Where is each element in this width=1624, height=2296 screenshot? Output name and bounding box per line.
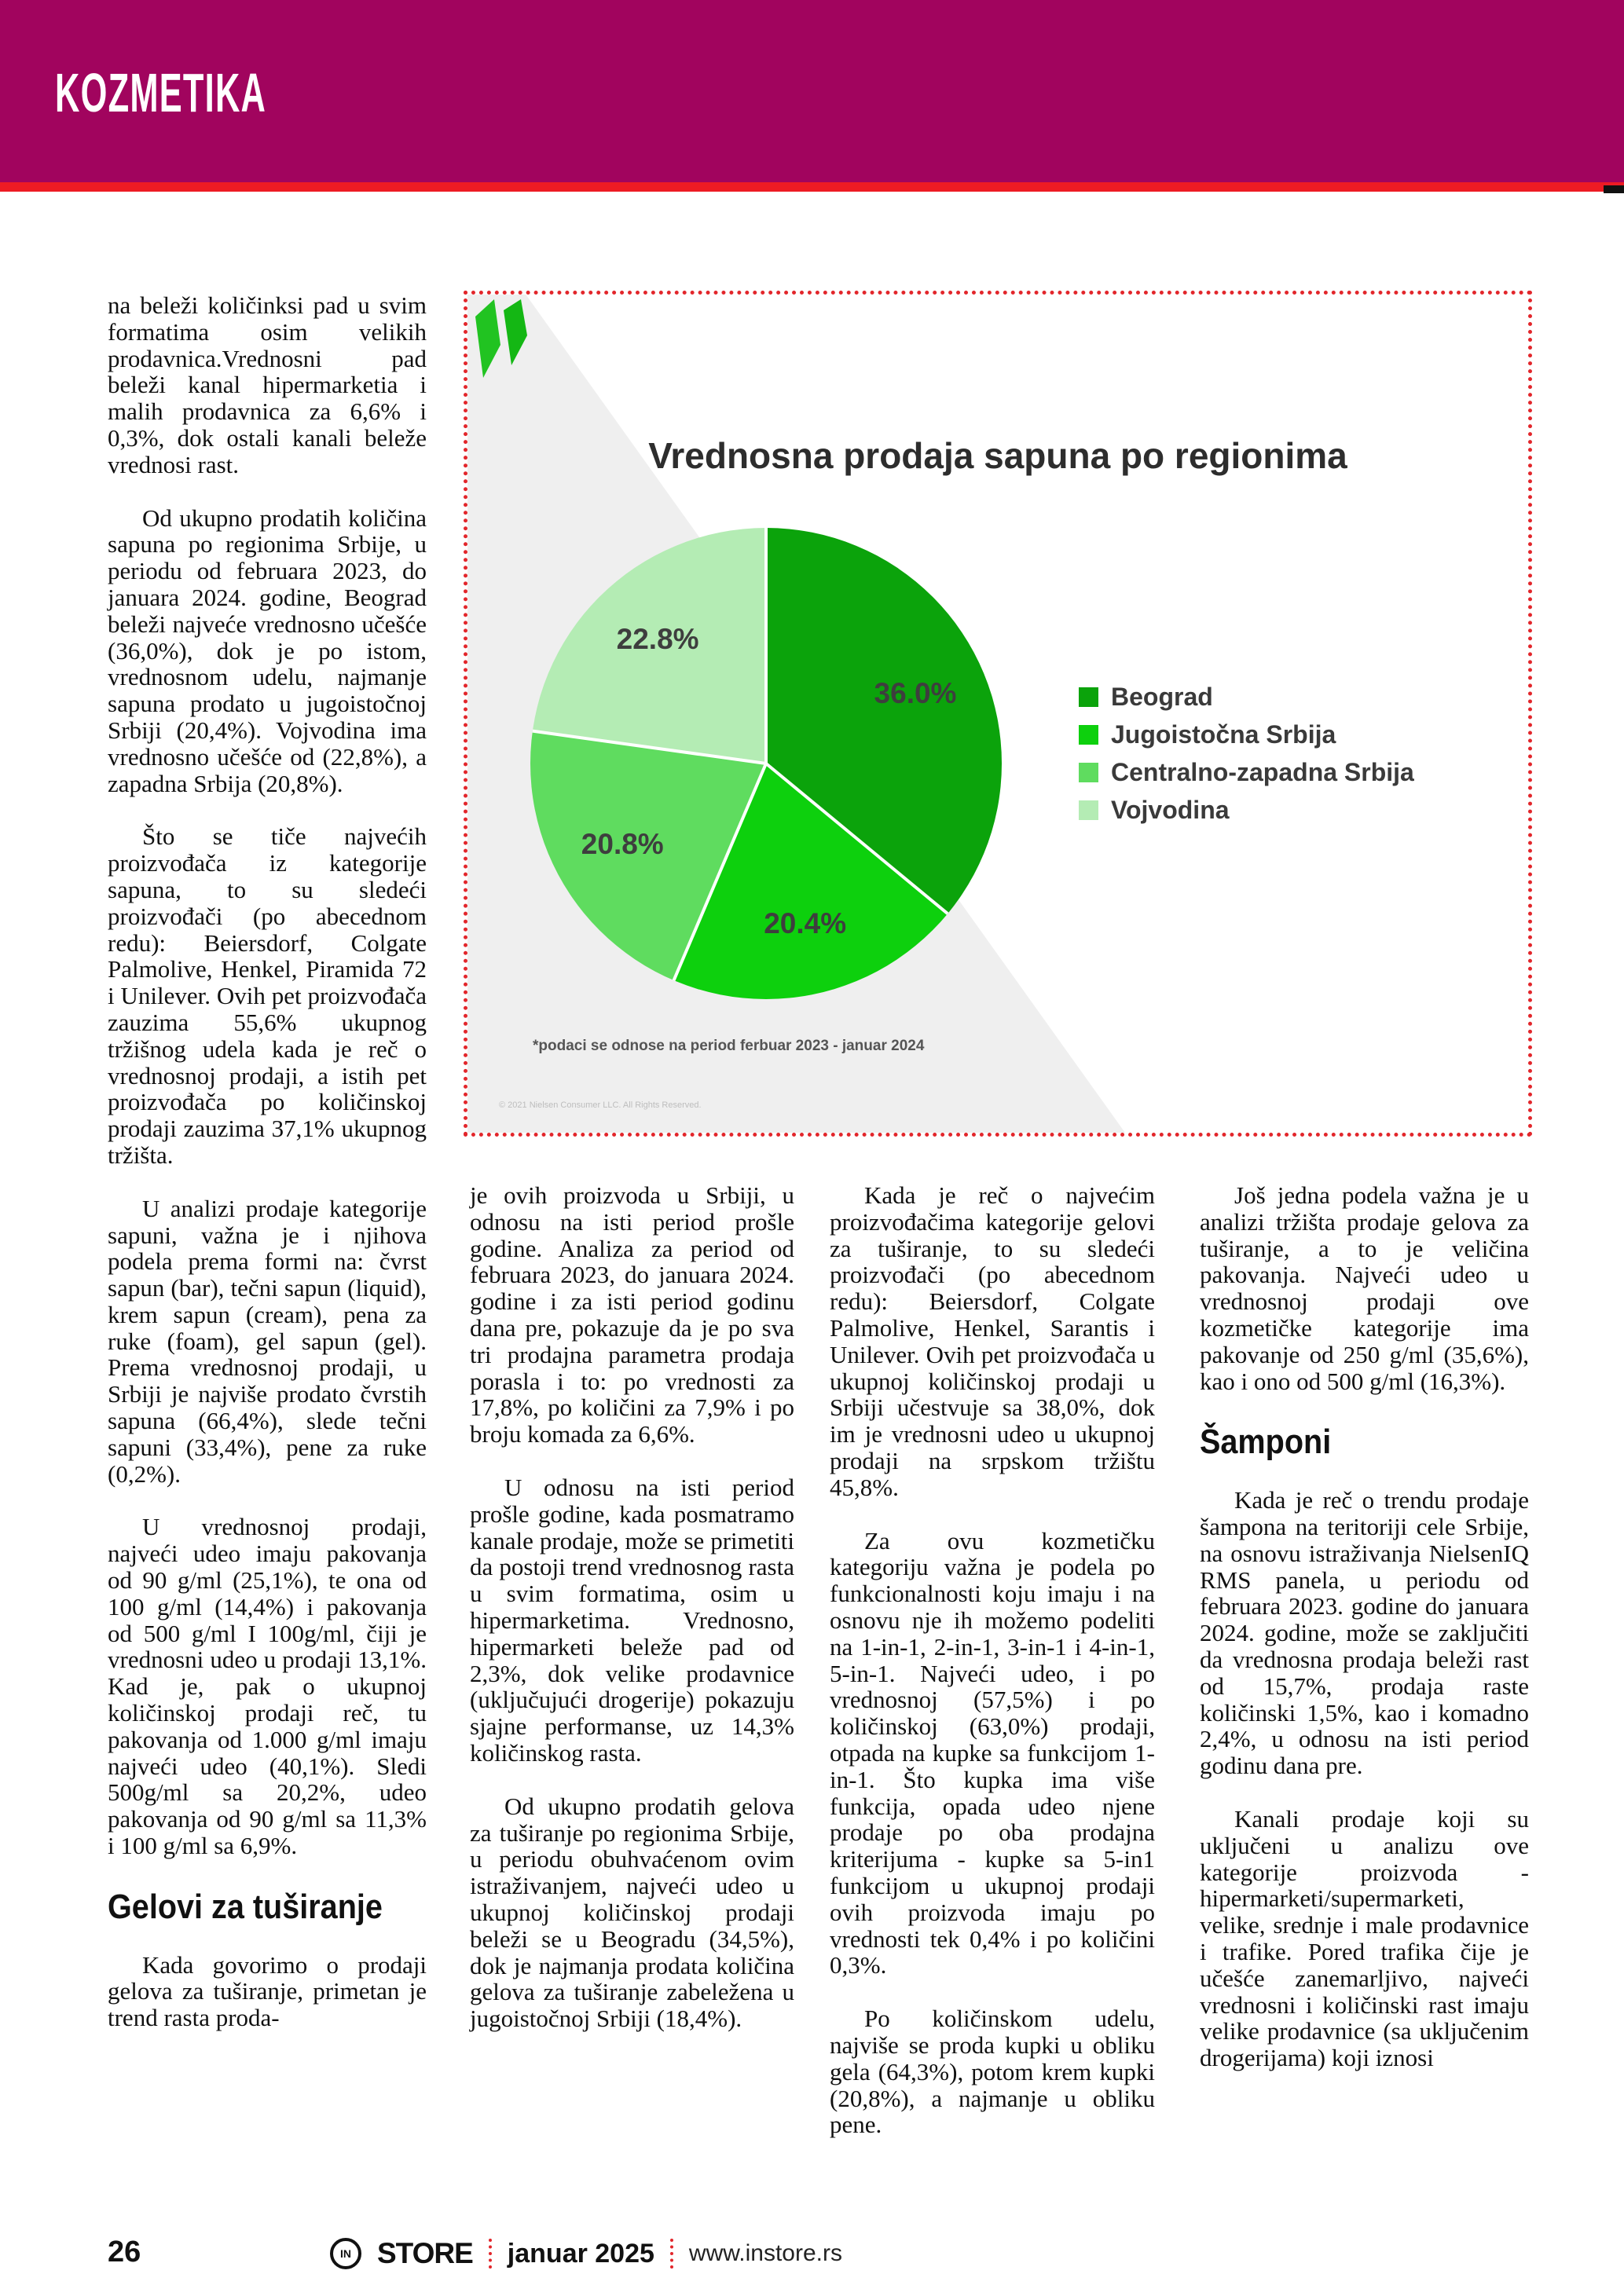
legend-item xyxy=(1079,716,1414,753)
paragraph: Kanali prodaje koji su uključeni u analizu ove kategorije proizvoda - hipermarketi/supermarketi, velike, srednje i male prodavnice i trafike. Pored trafika čije je učešće zanemarljivo, najveći vrednosni i količinski rast imaju velike prodavnice (sa uključenim drogerijama) koji iznosi xyxy=(1200,1804,1529,2072)
text-column-1 xyxy=(108,292,427,2058)
paragraph: Od ukupno prodatih količina sapuna po regionima Srbije, u periodu od februara 2023, do januara 2024. godine, Beograd beleži najveće vrednosno učešće (36,0%), dok je po istom, vrednosnom udelu, najmanje sapuna prodato u jugoistočnoj Srbiji (20,4%). Vojvodina ima vrednosno učešće od (22,8%), a zapadna Srbija (20,8%). xyxy=(108,504,427,797)
pie-slice-label: 20.4% xyxy=(764,907,847,940)
page-footer xyxy=(0,2232,1624,2275)
footer-brand-row xyxy=(330,2232,842,2275)
paragraph: Kada govorimo o prodaji gelova za tuširanje, primetan je trend rasta proda- xyxy=(108,1950,427,2032)
legend-label: Centralno-zapadna Srbija xyxy=(1111,757,1414,786)
stripe-end-tick xyxy=(1604,185,1624,193)
instore-logo-icon: IN xyxy=(330,2238,361,2269)
section-header-band xyxy=(0,0,1624,182)
page-number: 26 xyxy=(108,2236,141,2269)
paragraph: U vrednosnoj prodaji, najveći udeo imaju pakovanja od 90 g/ml (25,1%), te ona od 100 g/ml (14,4%) i pakovanja od 500 g/ml I 100g/ml, čiji je vrednosni udeo u prodaji 13,1%. Kad je, pak o ukupnoj količinskoj prodaji reč, tu pakovanja od 1.000 g/ml imaju najveći udeo (40,1%). Sledi 500g/ml sa 20,2%, udeo pakovanja od 90 g/ml sa 11,3% i 100 g/ml sa 6,9%. xyxy=(108,1513,427,1860)
legend-label: Jugoistočna Srbija xyxy=(1111,720,1336,749)
pie-divider xyxy=(765,762,949,914)
paragraph: Kada je reč o trendu prodaje šampona na teritoriji cele Srbije, na osnovu istraživanja NielsenIQ RMS panela, u periodu od februara 2023. godine do januara 2024. godine, može se zaključiti da vrednosna prodaja beleži rast od 15,7%, prodaja raste količinski 1,5%, kao i komadno 2,4%, u odnosu na isti period godinu dana pre. xyxy=(1200,1486,1529,1780)
pie-slice-label: 20.8% xyxy=(581,828,664,861)
legend-swatch-beograd xyxy=(1079,687,1098,707)
text-column-2 xyxy=(470,1182,794,2059)
subheading-samponi: Šamponi xyxy=(1200,1423,1332,1462)
pie-divider xyxy=(673,763,768,981)
text-column-4 xyxy=(1200,1182,1529,2098)
paragraph: Za ovu kozmetičku kategoriju važna je podela po funkcionalnosti koju imaju i na osnovu nje ih možemo podeliti na 1-in-1, 2-in-1, 3-in-1 i 4-in-1, 5-in-1. Najveći udeo, i po vrednosnoj (57,5%) i po količinskoj (63,0%) prodaji, otpada na kupke sa funkcijom 1-in-1. Što kupka ima više funkcija, opada udeo njene prodaje po oba prodajna kriterijuma - kupke sa 5-in1 funkcijom u ukupnoj prodaji ovih proizvoda imaju po vrednosti tek 0,4% i po količini 0,3%. xyxy=(830,1526,1155,1979)
store-wordmark: STORE xyxy=(377,2237,473,2269)
section-title: KOZMETIKA xyxy=(55,62,267,123)
paragraph: Još jedna podela važna je u analizi tržišta prodaje gelova za tuširanje, a to je veličina pakovanja. Najveći udeo u vrednosnoj prodaji ove kozmetičke kategorije ima pakovanje od 250 g/ml (35,6%), kao i ono od 500 g/ml (16,3%). xyxy=(1200,1181,1529,1395)
pie-divider xyxy=(533,730,767,765)
chart-panel xyxy=(464,291,1532,1137)
pie-slice-label: 22.8% xyxy=(616,622,699,655)
text-column-3 xyxy=(830,1182,1155,2165)
paragraph: na beleži količinksi pad u svim formatima osim velikih prodavnica.Vrednosni pad beleži kanal hipermarketia i malih prodavnica za 6,6% i 0,3%, dok ostali kanali beleže vrednosi rast. xyxy=(108,291,427,478)
chart-title: Vrednosna prodaja sapuna po regionima xyxy=(648,435,1347,476)
pie-divider xyxy=(764,528,768,764)
legend-swatch-centralno xyxy=(1079,763,1098,782)
nielseniq-logo-icon xyxy=(474,299,540,381)
paragraph: Po količinskom udelu, najviše se proda kupki u obliku gela (64,3%), potom krem kupki (20,8%), a najmanje u obliku pene. xyxy=(830,2005,1155,2139)
paragraph: je ovih proizvoda u Srbiji, u odnosu na isti period prošle godine. Analiza za period od februara 2023, do januara 2024. godine i za isti period godinu dana pre, pokazuje da je po sva tri prodajna parametra prodaja porasla i to: po vrednosti za 17,8%, po količini za 7,9% i po broju komada za 6,6%. xyxy=(470,1181,794,1448)
chart-footnote: *podaci se odnose na period ferbuar 2023 - januar 2024 xyxy=(533,1038,925,1054)
paragraph: U odnosu na isti period prošle godine, kada posmatramo kanale prodaje, može se primetiti da postoji trend vrednosnog rasta u svim formatima, osim u hipermarketima. Vrednosno, hipermarketi beleže pad od 2,3%, dok velike prodavnice (uključujući drogerije) pokazuju sjajne performanse, uz 14,3% količinskog rasta. xyxy=(470,1473,794,1767)
subheading-gelovi: Gelovi za tuširanje xyxy=(108,1887,383,1926)
issue-date: januar 2025 xyxy=(507,2238,654,2269)
legend-swatch-jugoistocna xyxy=(1079,725,1098,745)
paragraph: Kada je reč o najvećim proizvođačima kategorije gelovi za tuširanje, to su sledeći proizvođači (po abecednom redu): Beiersdorf, Colgate Palmolive, Henkel, Sarantis i Unilever. Ovih pet proizvođača u ukupnoj količinskoj prodaji u Srbiji učestvuje sa 38,0%, dok im je vrednosni udeo u ukupnoj prodaji na srpskom tržištu 45,8%. xyxy=(830,1181,1155,1501)
legend-label: Beograd xyxy=(1111,682,1213,711)
red-accent-stripe xyxy=(0,182,1624,192)
legend-item xyxy=(1079,791,1414,829)
website-url: www.instore.rs xyxy=(688,2240,842,2266)
paragraph: Od ukupno prodatih gelova za tuširanje po regionima Srbije, u periodu obuhvaćenom ovim istraživanjem, najveći udeo u ukupnoj količinskoj prodaji beleži se u Beogradu (34,5%), dok je najmanja prodata količina gelova za tuširanje zabeležena u jugoistočnoj Srbiji (18,4%). xyxy=(470,1792,794,2033)
paragraph: Što se tiče najvećih proizvođača iz kategorije sapuna, to su sledeći proizvođači (po abecednom redu): Beiersdorf, Colgate Palmolive, Henkel, Piramida 72 i Unilever. Ovih pet proizvođača zauzima 55,6% ukupnog tržišnog udela kada je reč o vrednosnoj prodaji, a istih pet proizvođača po količinskoj prodaji zauzima 37,1% ukupnog tržišta. xyxy=(108,822,427,1169)
paragraph: U analizi prodaje kategorije sapuni, važna je i njihova podela prema formi na: čvrst sapun (bar), tečni sapun (liquid), krem sapun (cream), pena za ruke (foam), gel sapun (gel). Prema vrednosnoj prodaji, u Srbiji je najviše prodato čvrstih sapuna (66,4%), slede tečni sapuni (33,4%), pene za ruke (0,2%). xyxy=(108,1194,427,1488)
legend-item xyxy=(1079,678,1414,716)
pie-slice-label: 36.0% xyxy=(874,676,957,709)
legend-item xyxy=(1079,753,1414,791)
legend-swatch-vojvodina xyxy=(1079,800,1098,820)
chart-copyright: © 2021 Nielsen Consumer LLC. All Rights Reserved. xyxy=(499,1100,702,1110)
legend-label: Vojvodina xyxy=(1111,795,1230,824)
chart-legend xyxy=(1079,678,1414,829)
dotted-separator xyxy=(670,2239,673,2269)
dotted-separator xyxy=(489,2239,492,2269)
